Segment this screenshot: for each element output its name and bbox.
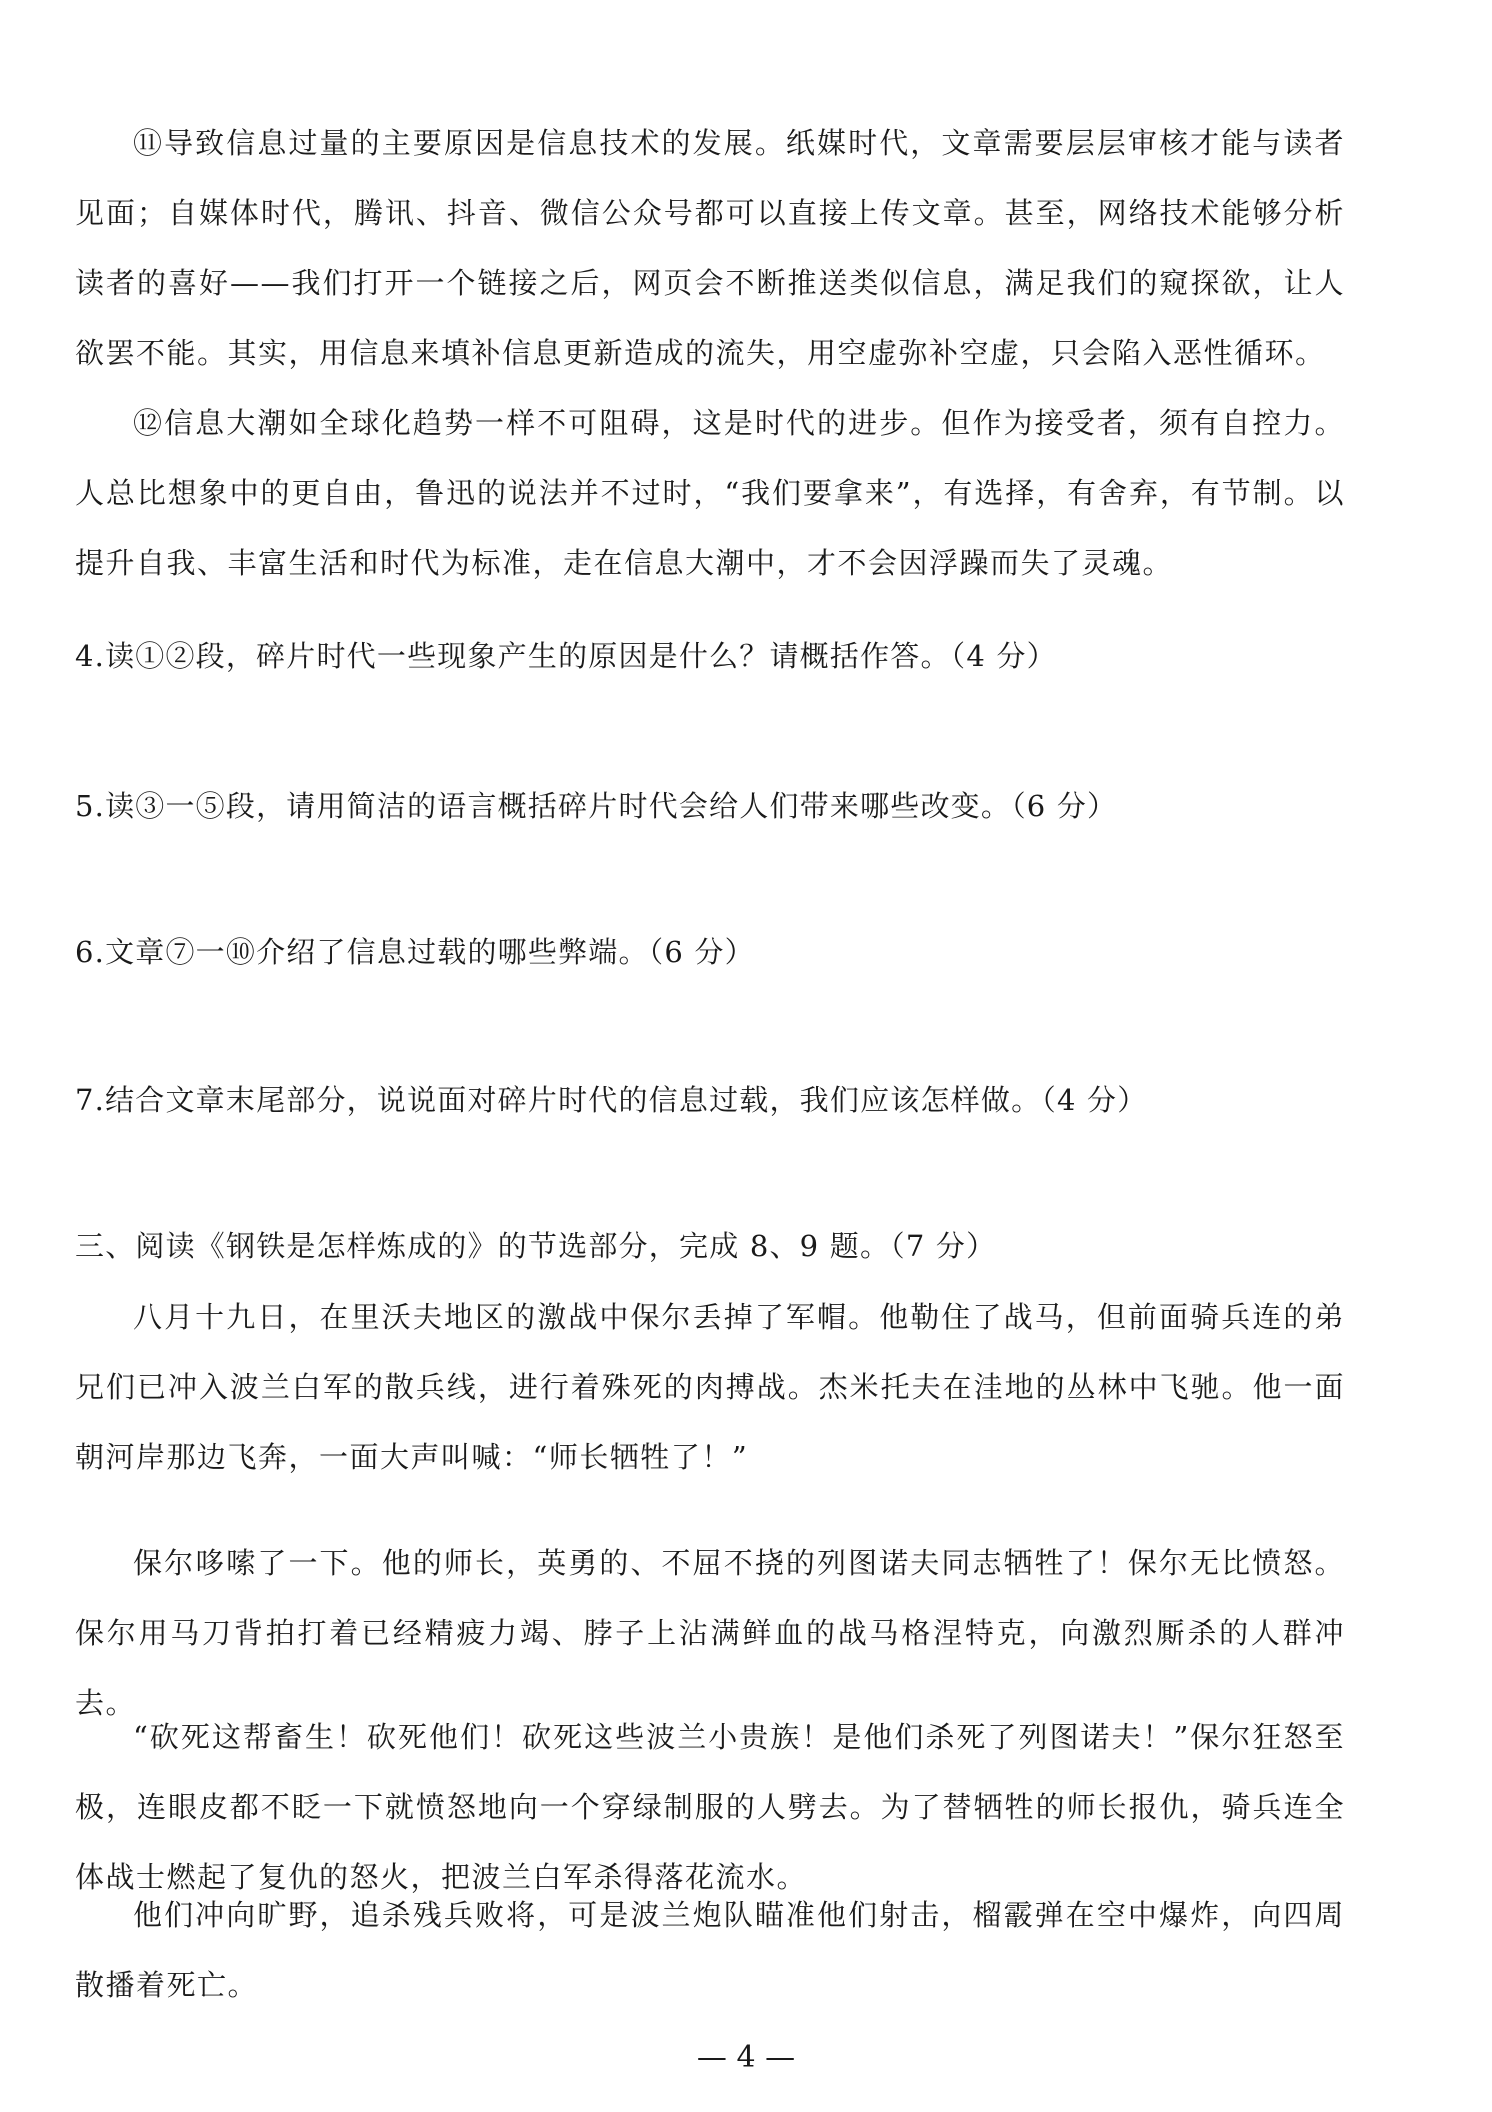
paragraph-12: ⑫信息大潮如全球化趋势一样不可阻碍，这是时代的进步。但作为接受者，须有自控力。人总比想象中的更自由，鲁迅的说法并不过时，“我们要拿来”，有选择，有舍弃，有节制。以提升自我、丰富生活和时代为标准，走在信息大潮中，才不会因浮躁而失了灵魂。 [75, 406, 1345, 580]
question-5: 5.读③一⑤段，请用简洁的语言概括碎片时代会给人们带来哪些改变。（6 分） [75, 789, 1118, 823]
reading-paragraph-4: 他们冲向旷野，追杀残兵败将，可是波兰炮队瞄准他们射击，榴霰弹在空中爆炸，向四周散播着死亡。 [75, 1898, 1345, 2002]
page-number: — 4 — [696, 2040, 796, 2075]
question-6: 6.文章⑦一⑩介绍了信息过载的哪些弊端。（6 分） [75, 935, 755, 969]
reading-paragraph-3: “砍死这帮畜生！砍死他们！砍死这些波兰小贵族！是他们杀死了列图诺夫！”保尔狂怒至极，连眼皮都不眨一下就愤怒地向一个穿绿制服的人劈去。为了替牺牲的师长报仇，骑兵连全体战士燃起了复仇的怒火，把波兰白军杀得落花流水。 [75, 1720, 1345, 1894]
paragraph-11: ⑪导致信息过量的主要原因是信息技术的发展。纸媒时代，文章需要层层审核才能与读者见面；自媒体时代，腾讯、抖音、微信公众号都可以直接上传文章。甚至，网络技术能够分析读者的喜好——我们打开一个链接之后，网页会不断推送类似信息，满足我们的窥探欲，让人欲罢不能。其实，用信息来填补信息更新造成的流失，用空虚弥补空虚，只会陷入恶性循环。 [75, 126, 1345, 370]
question-4: 4.读①②段，碎片时代一些现象产生的原因是什么？请概括作答。（4 分） [75, 639, 1057, 673]
reading-paragraph-2: 保尔哆嗦了一下。他的师长，英勇的、不屈不挠的列图诺夫同志牺牲了！保尔无比愤怒。保尔用马刀背拍打着已经精疲力竭、脖子上沾满鲜血的战马格涅特克，向激烈厮杀的人群冲去。 [75, 1546, 1345, 1720]
question-7: 7.结合文章末尾部分，说说面对碎片时代的信息过载，我们应该怎样做。（4 分） [75, 1083, 1148, 1117]
reading-paragraph-1: 八月十九日，在里沃夫地区的激战中保尔丢掉了军帽。他勒住了战马，但前面骑兵连的弟兄们已冲入波兰白军的散兵线，进行着殊死的肉搏战。杰米托夫在洼地的丛林中飞驰。他一面朝河岸那边飞奔，一面大声叫喊：“师长牺牲了！” [75, 1300, 1345, 1474]
section-3-heading: 三、阅读《钢铁是怎样炼成的》的节选部分，完成 8、9 题。（7 分） [75, 1229, 997, 1263]
